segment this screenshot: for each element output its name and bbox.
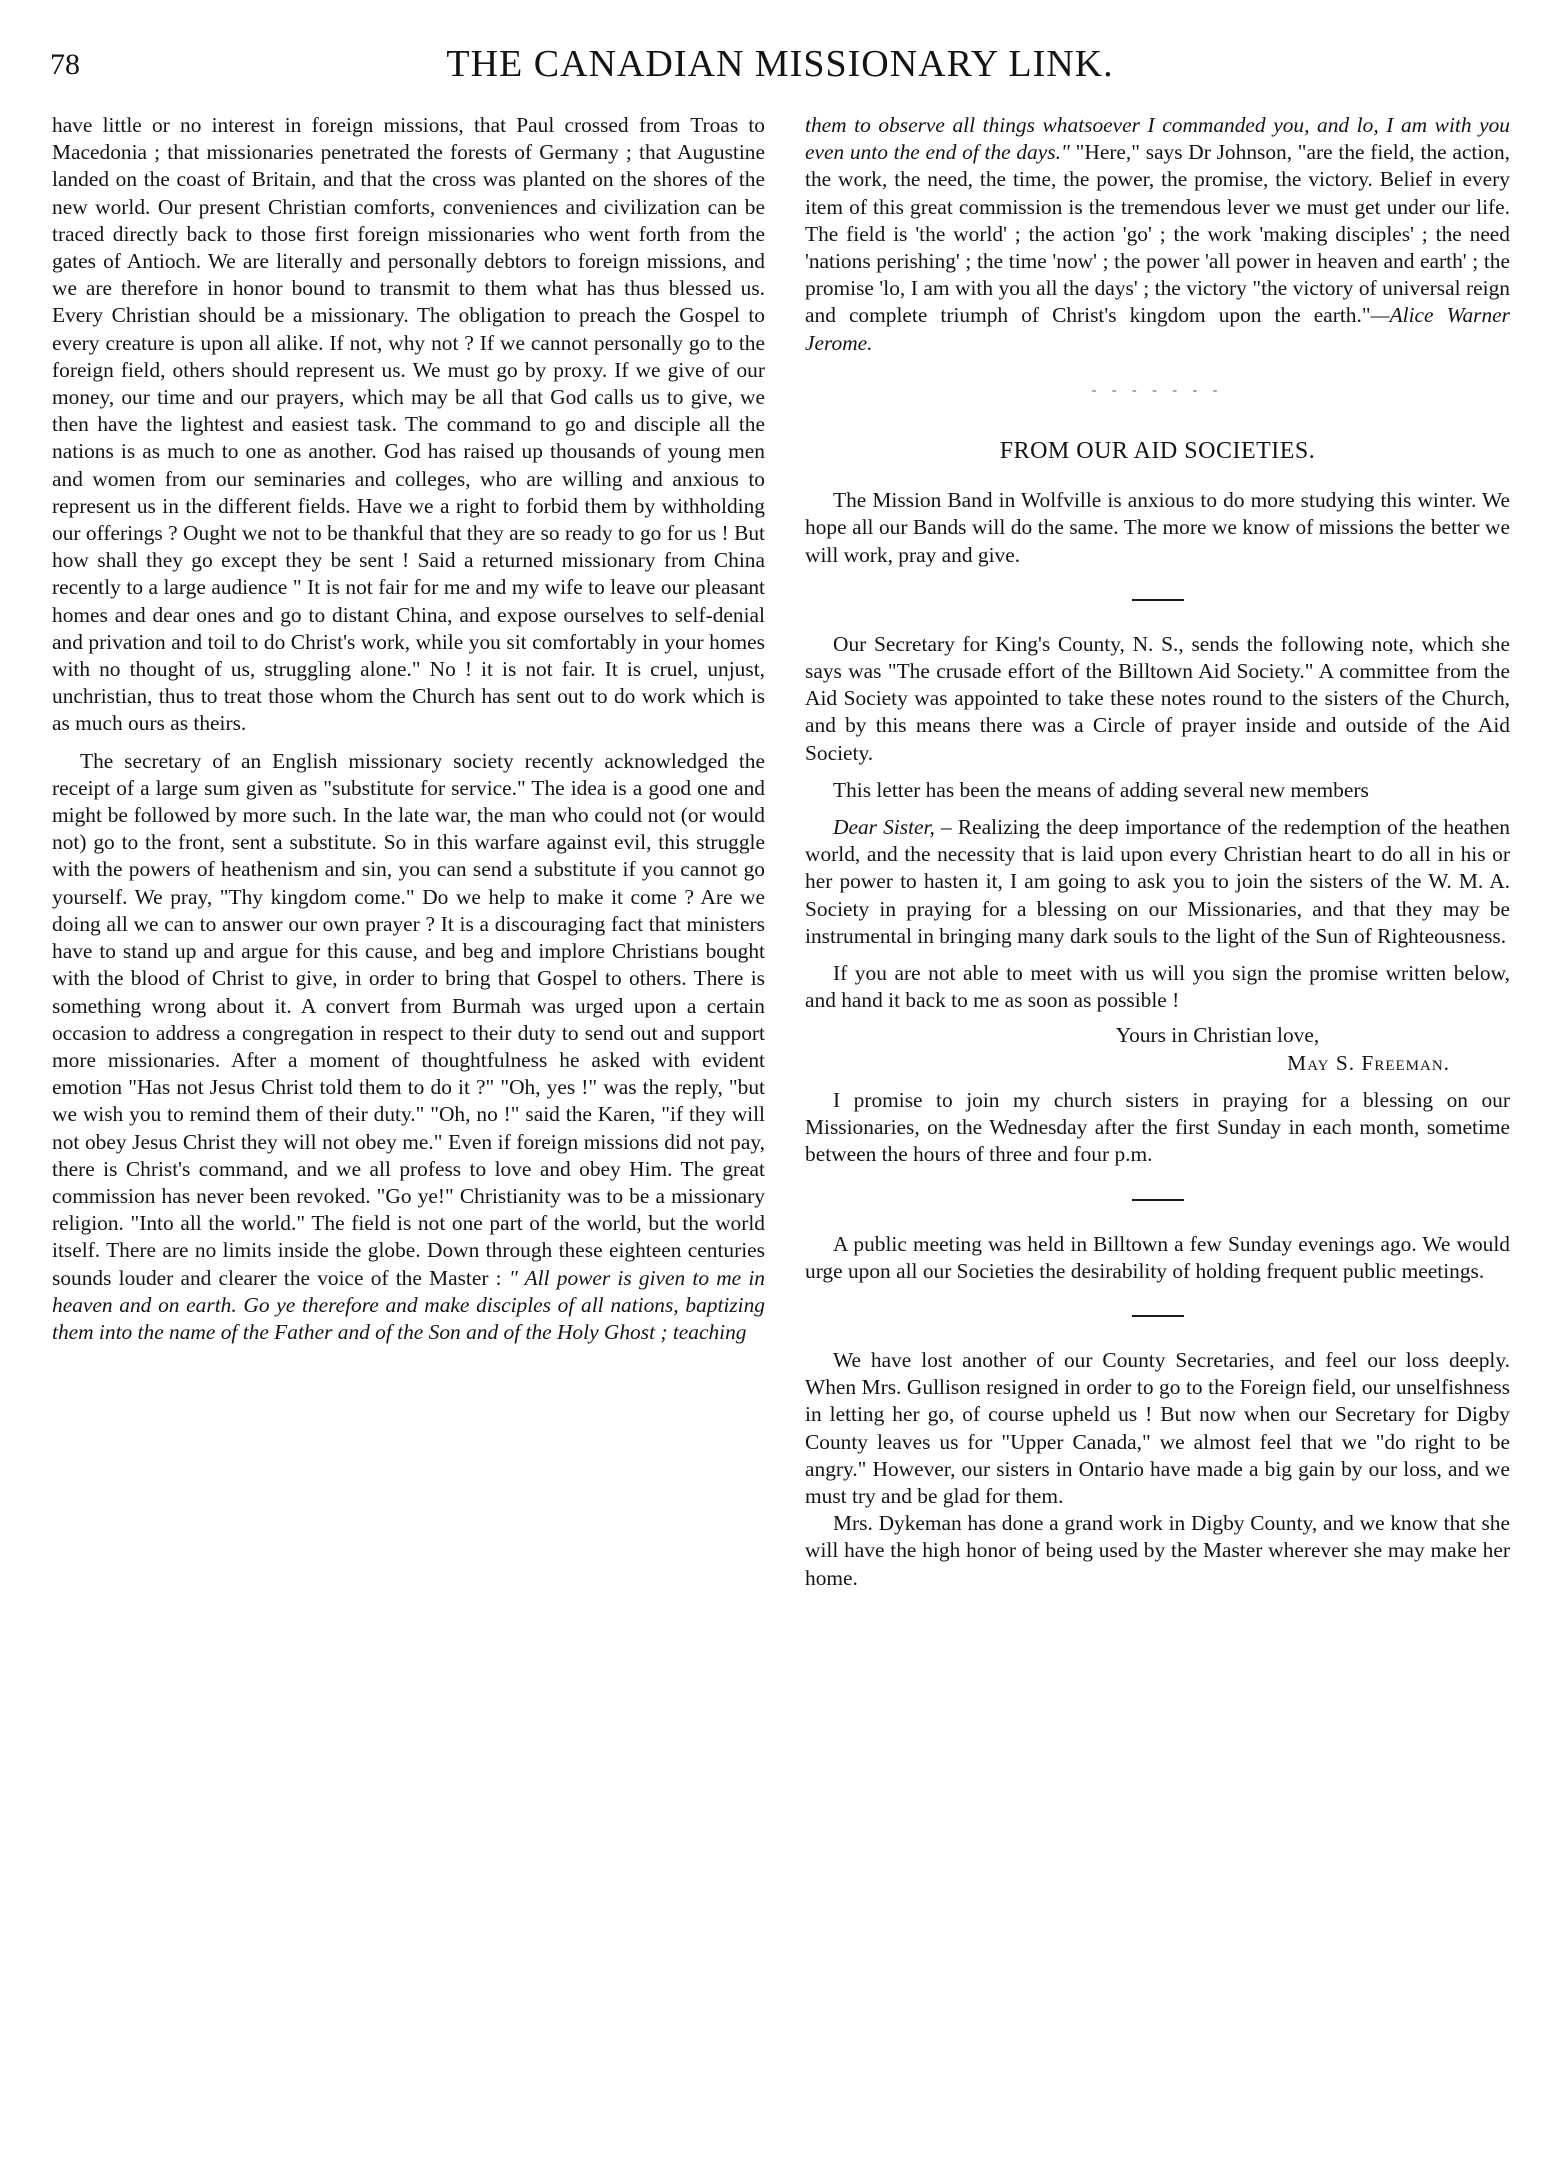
separator-rule: [1132, 1199, 1184, 1201]
article-paragraph: This letter has been the means of adding several new members: [833, 777, 1369, 802]
paragraph-text: – Realizing the deep importance of the redemption of the heathen world, and the necessity that is laid upon every Christian heart to do all in his or her power to hasten it, I am going to ask you to join the sisters of the W. M. A. Society in praying for a blessing on our Missionaries, and that they may be instrumental in bringing many dark souls to the light of the Sun of Righteousness.: [805, 815, 1510, 948]
separator-dots: - - - - - - -: [1091, 382, 1224, 398]
scripture-quote: them to observe all things whatsoever I commanded you, and lo, I am with you even unto the end of the days.": [805, 113, 1510, 165]
left-column: [52, 112, 765, 1346]
paragraph-text: The secretary of an English missionary society recently acknowledged the receipt of a large sum given as "substitute for service." The idea is a good one and might be followed by more such. In the late war, the man who could not (or would not) go to the front, sent a substitute. So in this warfare against evil, this struggle with the powers of heathenism and sin, you can send a substitute if you cannot go yourself. We pray, "Thy kingdom come." Do we help to make it come ? Are we doing all we can to answer our own prayer ? It is a discouraging fact that ministers have to stand up and argue for this cause, and beg and implore Christians bought with the blood of Christ to give, in order to bring that Gospel to others. There is something wrong about it. A convert from Burmah was urged upon a certain occasion to address a congregation in respect to their duty to send out and support more missionaries. After a moment of thoughtfulness he asked with evident emotion "Has not Jesus Christ told them to do it ?" "Oh, yes !" was the reply, "but we wish you to remind them of their duty." "Oh, no !" said the Karen, "if they will not obey Jesus Christ they will not obey me." Even if foreign missions did not pay, there is Christ's command, and we all profess to love and obey Him. The great commission has never been revoked. "Go ye!" Christianity was to be a missionary religion. "Into all the world." The field is not one part of the world, but the world itself. There are no limits inside the globe. Down through these eighteen centuries sounds louder and clearer the voice of the Master :: [52, 748, 765, 1290]
separator-rule: [1132, 1315, 1184, 1317]
letter-salutation: Dear Sister,: [833, 815, 935, 840]
running-title: THE CANADIAN MISSIONARY LINK.: [446, 43, 1114, 85]
separator-rule: [1132, 599, 1184, 601]
article-paragraph: We have lost another of our County Secretaries, and feel our loss deeply. When Mrs. Gullison resigned in order to go to the Foreign field, our unselfishness in letting her go, of course upheld us ! But now when our Secretary for Digby County leaves us for "Upper Canada," we almost feel that we "do right to be angry." However, our sisters in Ontario have made a big gain by our loss, and we must try and be glad for them.: [805, 1347, 1510, 1508]
article-paragraph: [805, 112, 1510, 357]
paragraph-text: "Here," says Dr Johnson, "are the field, the action, the work, the need, the time, the power, the promise, the victory. Belief in every item of this great commission is the tremendous lever we must get under our life. The field is 'the world' ; the action 'go' ; the work 'making disciples' ; the need 'nations perishing' ; the time 'now' ; the power 'all power in heaven and earth' ; the promise 'lo, I am with you all the days' ; the victory "the victory of universal reign and complete triumph of Christ's kingdom upon the earth.": [805, 140, 1510, 328]
attribution: —Alice Warner Jerome.: [805, 303, 1510, 355]
article-paragraph: Mrs. Dykeman has done a grand work in Digby County, and we know that she will have the high honor of being used by the Master wherever she may make her home.: [805, 1511, 1510, 1590]
article-paragraph: [52, 748, 765, 1346]
article-paragraph: Our Secretary for King's County, N. S., sends the following note, which she says was "The crusade effort of the Billtown Aid Society." A committee from the Aid Society was appointed to take these notes round to the sisters of the Church, and by this means there was a Circle of prayer inside and outside of the Aid Society.: [805, 631, 1510, 765]
article-paragraph: The Mission Band in Wolfville is anxious to do more studying this winter. We hope all our Bands will do the same. The more we know of missions the better we will work, pray and give.: [805, 488, 1510, 567]
letter-paragraph: [805, 814, 1510, 950]
page-header: [50, 42, 1510, 92]
page-number: 78: [50, 48, 80, 81]
letter-paragraph: If you are not able to meet with us will you sign the promise written below, and hand it back to me as soon as possible !: [805, 961, 1510, 1013]
article-paragraph: have little or no interest in foreign missions, that Paul crossed from Troas to Macedonia ; that missionaries penetrated the forests of Germany ; that Augustine landed on the coast of Britain, and that the cross was planted on the shores of the new world. Our present Christian comforts, conveniences and civilization can be traced directly back to those first foreign missionaries who went forth from the gates of Antioch. We are literally and personally debtors to foreign missions, and we are therefore in honor bound to transmit to them what has thus blessed us. Every Christian should be a missionary. The obligation to preach the Gospel to every creature is upon all alike. If not, why not ? If we cannot personally go to the foreign field, others should represent us. We must go by proxy. If we give of our money, our time and our prayers, which may be all that God calls us to give, we then have the lightest and easiest task. The command to go and disciple all the nations is as much to one as another. God has raised up thousands of young men and women from our seminaries and colleges, who are willing and anxious to represent us in the different fields. Have we a right to forbid them by withholding our offerings ? Ought we not to be thankful that they are so ready to go for us ! But how shall they go except they be sent ! Said a returned missionary from China recently to a large audience " It is not fair for me and my wife to leave our pleasant homes and dear ones and go to distant China, and expose ourselves to self-denial and privation and toil to do Christ's work, while you sit comfortably in your homes with no thought of us, struggling alone." No ! it is not fair. It is cruel, unjust, unchristian, thus to treat those whom the Church has sent out to do work which is as much ours as theirs.: [52, 113, 765, 736]
letter-closing: Yours in Christian love,: [1115, 1023, 1320, 1048]
promise-paragraph: I promise to join my church sisters in praying for a blessing on our Missionaries, on the Wednesday after the first Sunday in each month, sometime between the hours of three and four p.m.: [805, 1087, 1510, 1167]
right-column: [805, 112, 1510, 1592]
letter-signature: May S. Freeman.: [1287, 1050, 1450, 1075]
article-paragraph: A public meeting was held in Billtown a few Sunday evenings ago. We would urge upon all our Societies the desirability of holding frequent public meetings.: [805, 1231, 1510, 1283]
section-heading: FROM OUR AID SOCIETIES.: [999, 438, 1316, 465]
scripture-quote: " All power is given to me in heaven and on earth. Go ye therefore and make disciples of all nations, baptizing them into the name of the Father and of the Son and of the Holy Ghost ; teaching: [52, 1265, 765, 1344]
